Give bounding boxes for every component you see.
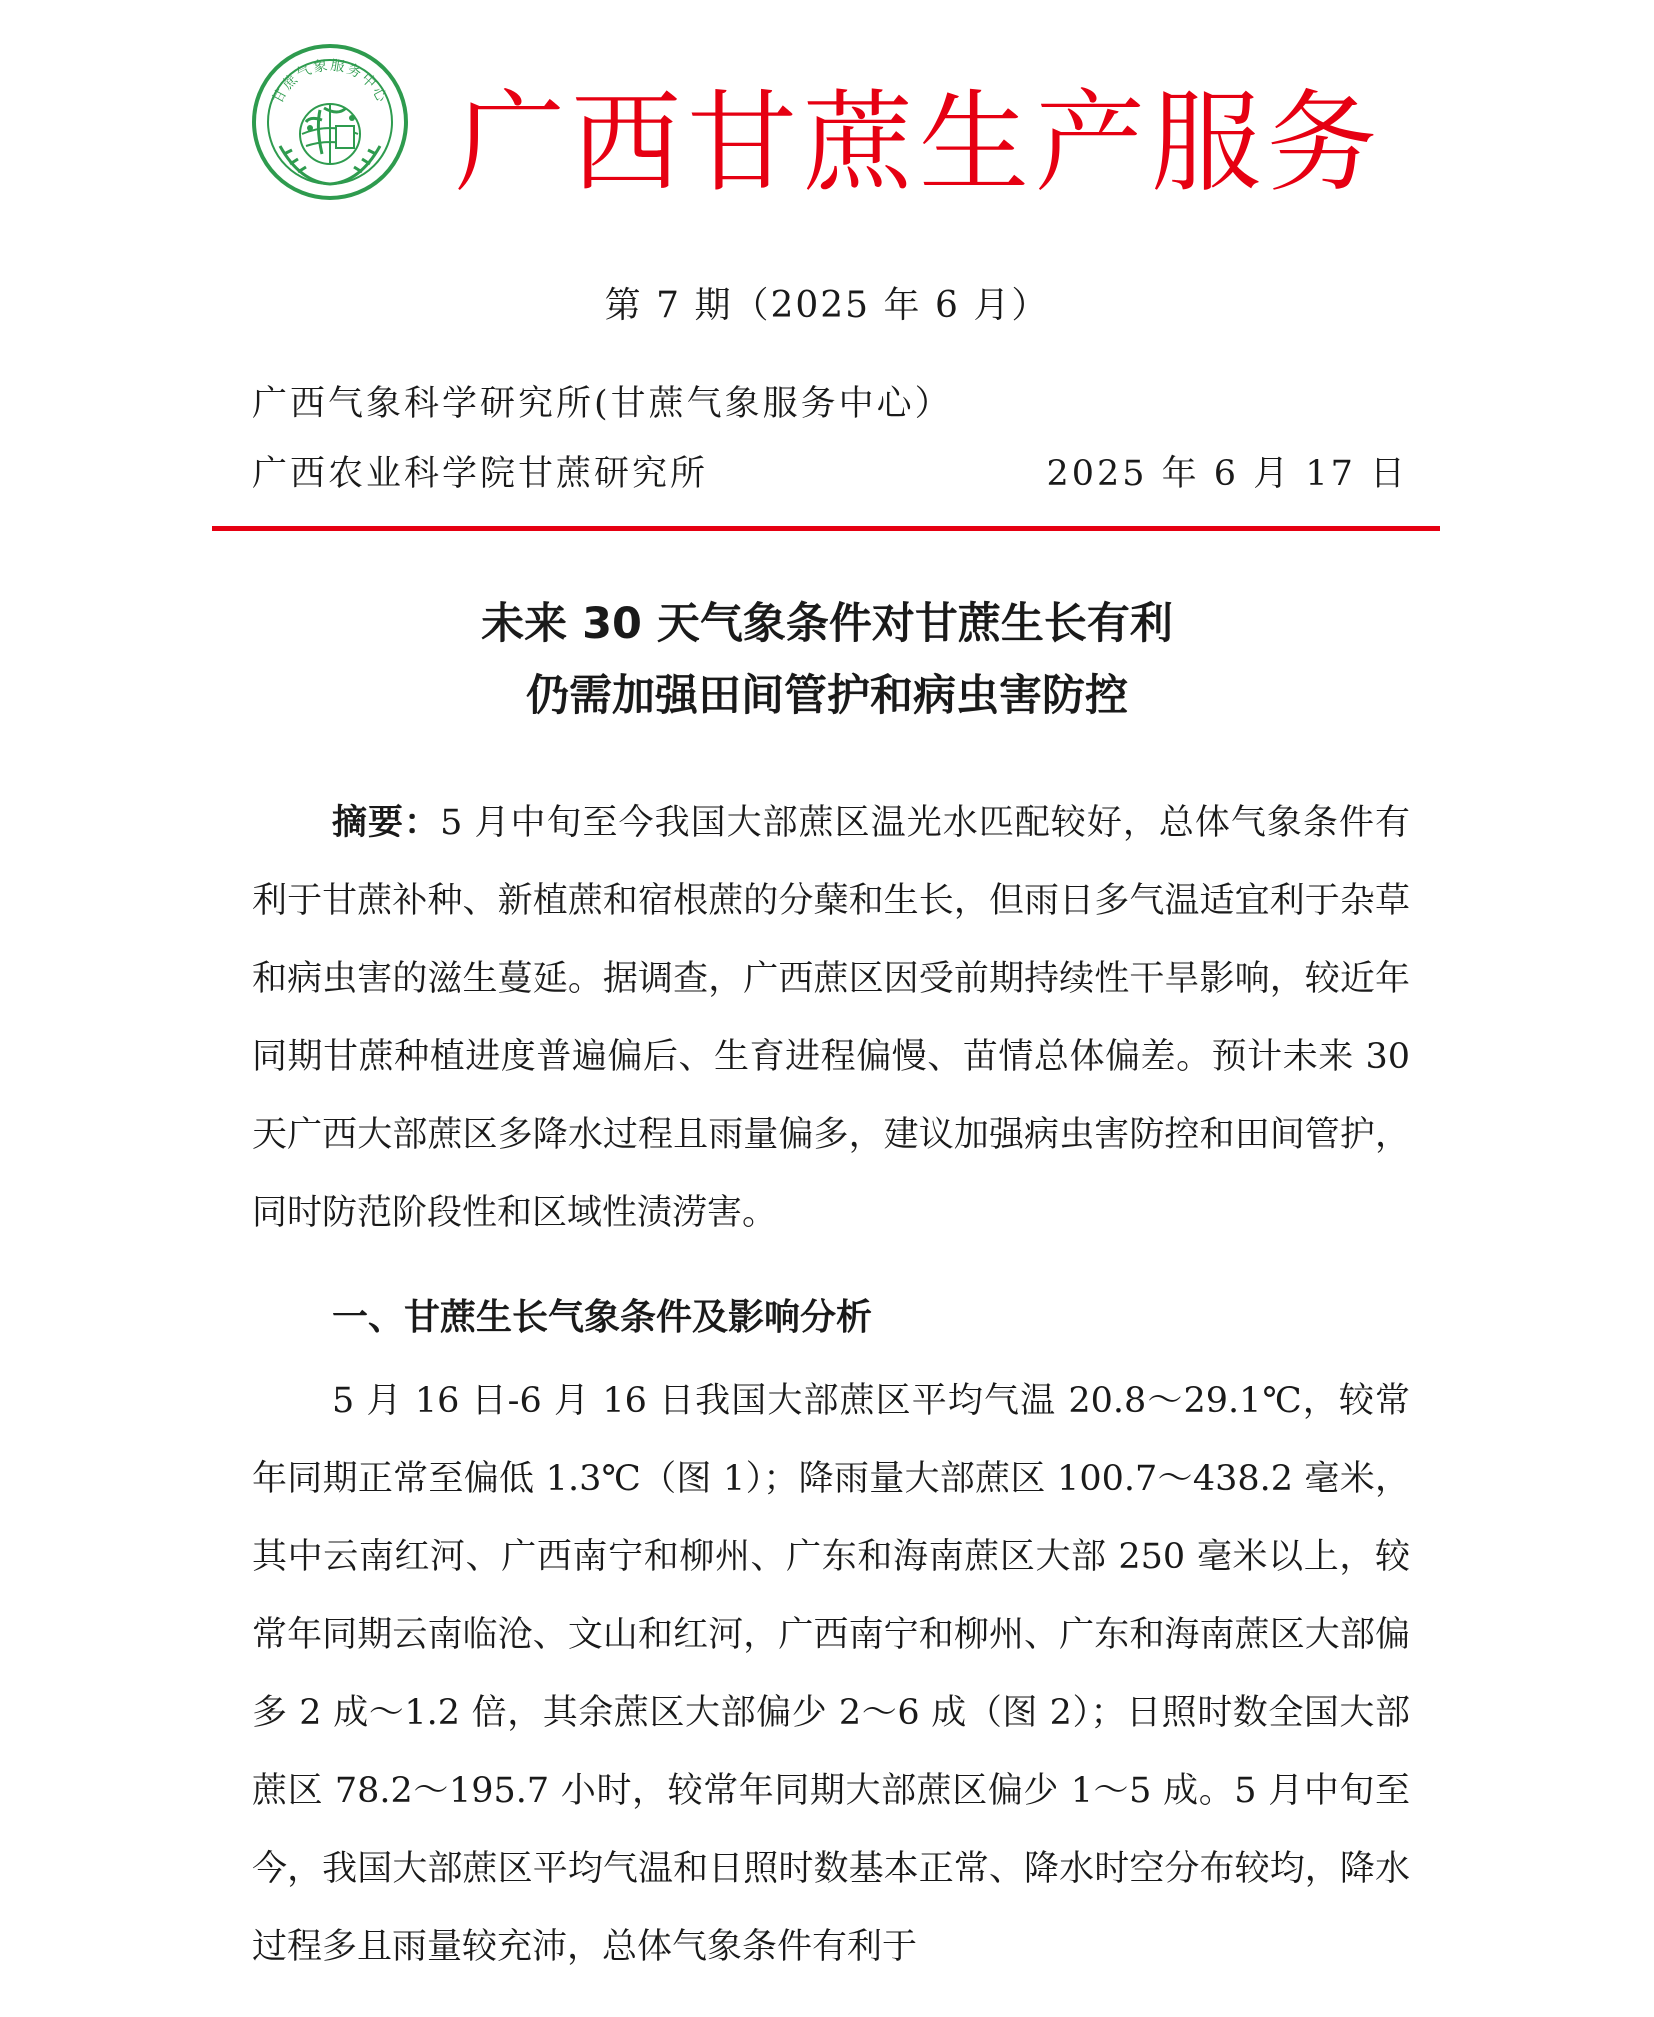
abstract-label: 摘要： xyxy=(332,803,441,843)
abstract-paragraph xyxy=(252,784,1410,1252)
logo-text: 甘蔗气象服务中心 xyxy=(269,57,391,107)
headline-line-2: 仍需加强田间管护和病虫害防控 xyxy=(526,671,1128,721)
publisher-org-1: 广西气象科学研究所(甘蔗气象服务中心） xyxy=(252,384,953,424)
abstract-text: 5 月中旬至今我国大部蔗区温光水匹配较好，总体气象条件有利于甘蔗补种、新植蔗和宿根蔗的分蘖和生长，但雨日多气温适宜利于杂草和病虫害的滋生蔓延。据调查，广西蔗区因受前期持续性干旱影响，较近年同期甘蔗种植进度普遍偏后、生育进程偏慢、苗情总体偏差。预计未来 30 天广西大部蔗区多降水过程且雨量偏多，建议加强病虫害防控和田间管护，同时防范阶段性和区域性渍涝害。 xyxy=(252,803,1410,1233)
logo-seal xyxy=(250,42,410,202)
svg-text:甘蔗气象服务中心 xyxy=(270,58,390,107)
section-heading: 一、甘蔗生长气象条件及影响分析 xyxy=(332,1297,873,1338)
body-paragraph: 5 月 16 日-6 月 16 日我国大部蔗区平均气温 20.8～29.1℃，较常年同期正常至偏低 1.3℃（图 1）；降雨量大部蔗区 100.7～438.2 毫米，其中云南红河、广西南宁和柳州、广东和海南蔗区大部 250 毫米以上，较常年同期云南临沧、文山和红河，广西南宁和柳州、广东和海南蔗区大部偏多 2 成～1.2 倍，其余蔗区大部偏少 2～6 成（图 2）；日照时数全国大部蔗区 78.2～195.7 小时，较常年同期大部蔗区偏少 1～5 成。5 月中旬至今，我国大部蔗区平均气温和日照时数基本正常、降水时空分布较均，降水过程多且雨量较充沛，总体气象条件有利于 xyxy=(252,1381,1410,1967)
header-divider xyxy=(212,526,1440,531)
publish-date: 2025 年 6 月 17 日 xyxy=(1046,454,1408,494)
headline-line-1: 未来 30 天气象条件对甘蔗生长有利 xyxy=(481,599,1173,649)
issue-number: 第 7 期（2025 年 6 月） xyxy=(604,285,1050,326)
masthead-title: 广西甘蔗生产服务 xyxy=(455,79,1383,207)
publisher-org-2: 广西农业科学院甘蔗研究所 xyxy=(252,454,709,494)
